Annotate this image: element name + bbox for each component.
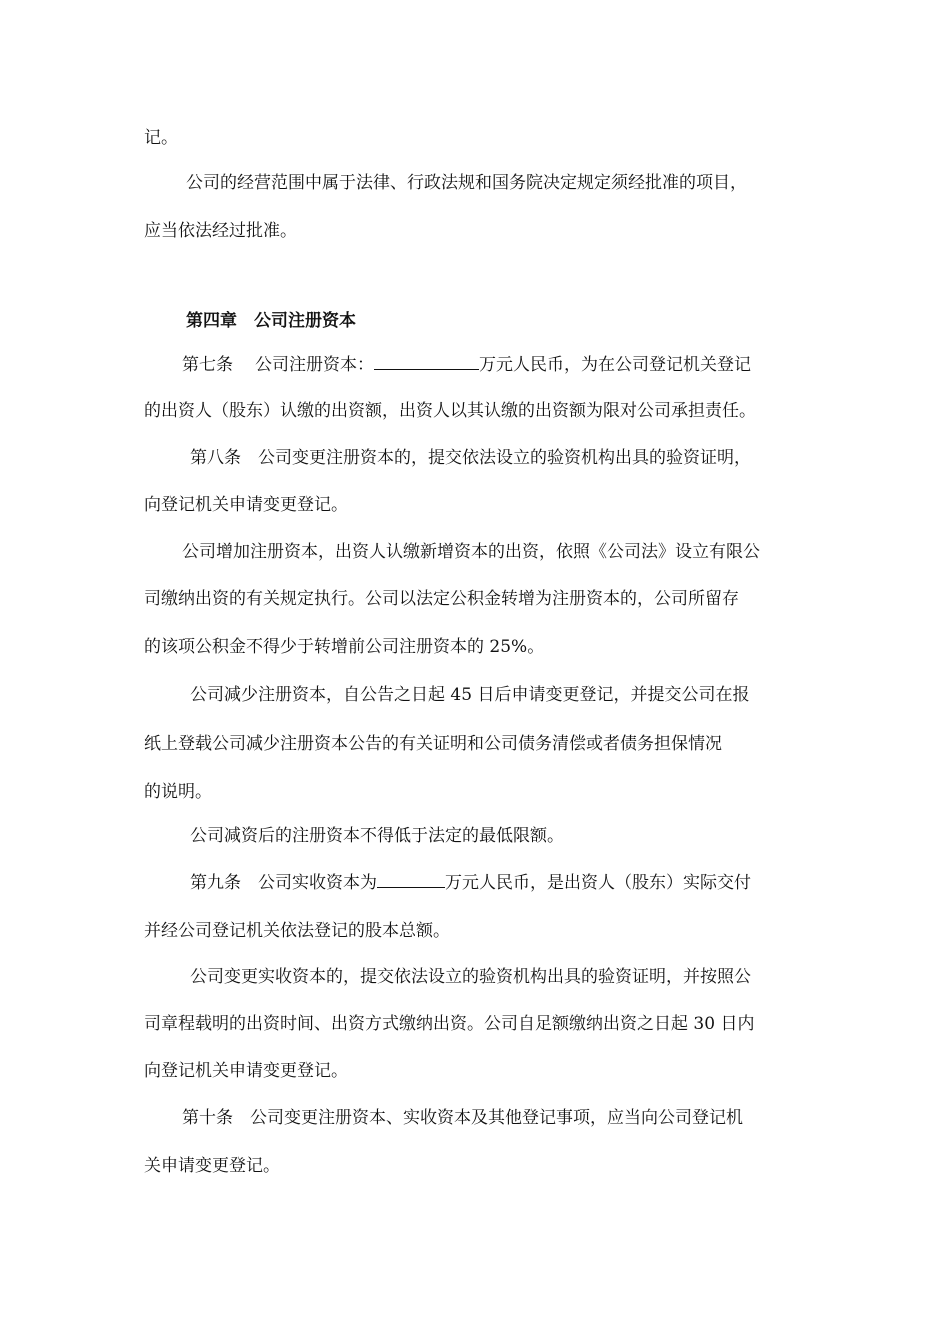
capital-decrease-line-1: 公司减少注册资本，自公告之日起 45 日后申请变更登记，并提交公司在报	[190, 685, 750, 705]
paid-capital-change-line-1: 公司变更实收资本的，提交依法设立的验资机构出具的验资证明，并按照公	[190, 967, 751, 987]
capital-increase-line-2: 司缴纳出资的有关规定执行。公司以法定公积金转增为注册资本的，公司所留存	[144, 589, 739, 609]
capital-increase-line-3: 的该项公积金不得少于转增前公司注册资本的 25%。	[144, 637, 545, 657]
chapter-heading: 第四章 公司注册资本	[186, 311, 356, 331]
capital-decrease-line-2: 纸上登载公司减少注册资本公告的有关证明和公司债务清偿或者债务担保情况	[144, 734, 722, 754]
business-scope-line-2: 应当依法经过批准。	[144, 221, 297, 241]
registered-capital-blank[interactable]	[374, 353, 479, 370]
capital-increase-line-1: 公司增加注册资本，出资人认缴新增资本的出资，依照《公司法》设立有限公	[182, 542, 760, 562]
paid-in-capital-blank[interactable]	[377, 871, 445, 888]
business-scope-line-1: 公司的经营范围中属于法律、行政法规和国务院决定规定须经批准的项目，	[186, 173, 747, 193]
article-8-line-2: 向登记机关申请变更登记。	[144, 495, 348, 515]
capital-decrease-line-3: 的说明。	[144, 782, 212, 802]
article-9-line-2: 并经公司登记机关依法登记的股本总额。	[144, 921, 450, 941]
minimum-capital-line: 公司减资后的注册资本不得低于法定的最低限额。	[190, 826, 564, 846]
article-7-line-1	[182, 353, 751, 376]
article-7-line-2: 的出资人（股东）认缴的出资额，出资人以其认缴的出资额为限对公司承担责任。	[144, 401, 756, 421]
article-9-suffix: 万元人民币，是出资人（股东）实际交付	[445, 873, 751, 893]
paragraph-continuation: 记。	[144, 128, 178, 148]
article-7-prefix: 公司注册资本：	[255, 355, 374, 375]
article-8-line-1: 第八条 公司变更注册资本的，提交依法设立的验资机构出具的验资证明，	[190, 448, 751, 468]
paid-capital-change-line-3: 向登记机关申请变更登记。	[144, 1061, 348, 1081]
article-10-line-1: 第十条 公司变更注册资本、实收资本及其他登记事项，应当向公司登记机	[182, 1108, 743, 1128]
article-9-line-1	[190, 871, 751, 894]
article-10-line-2: 关申请变更登记。	[144, 1156, 280, 1176]
article-7-label: 第七条	[182, 355, 233, 375]
paid-capital-change-line-2: 司章程载明的出资时间、出资方式缴纳出资。公司自足额缴纳出资之日起 30 日内	[144, 1014, 755, 1034]
article-7-suffix: 万元人民币，为在公司登记机关登记	[479, 355, 751, 375]
article-9-prefix: 第九条 公司实收资本为	[190, 873, 377, 893]
